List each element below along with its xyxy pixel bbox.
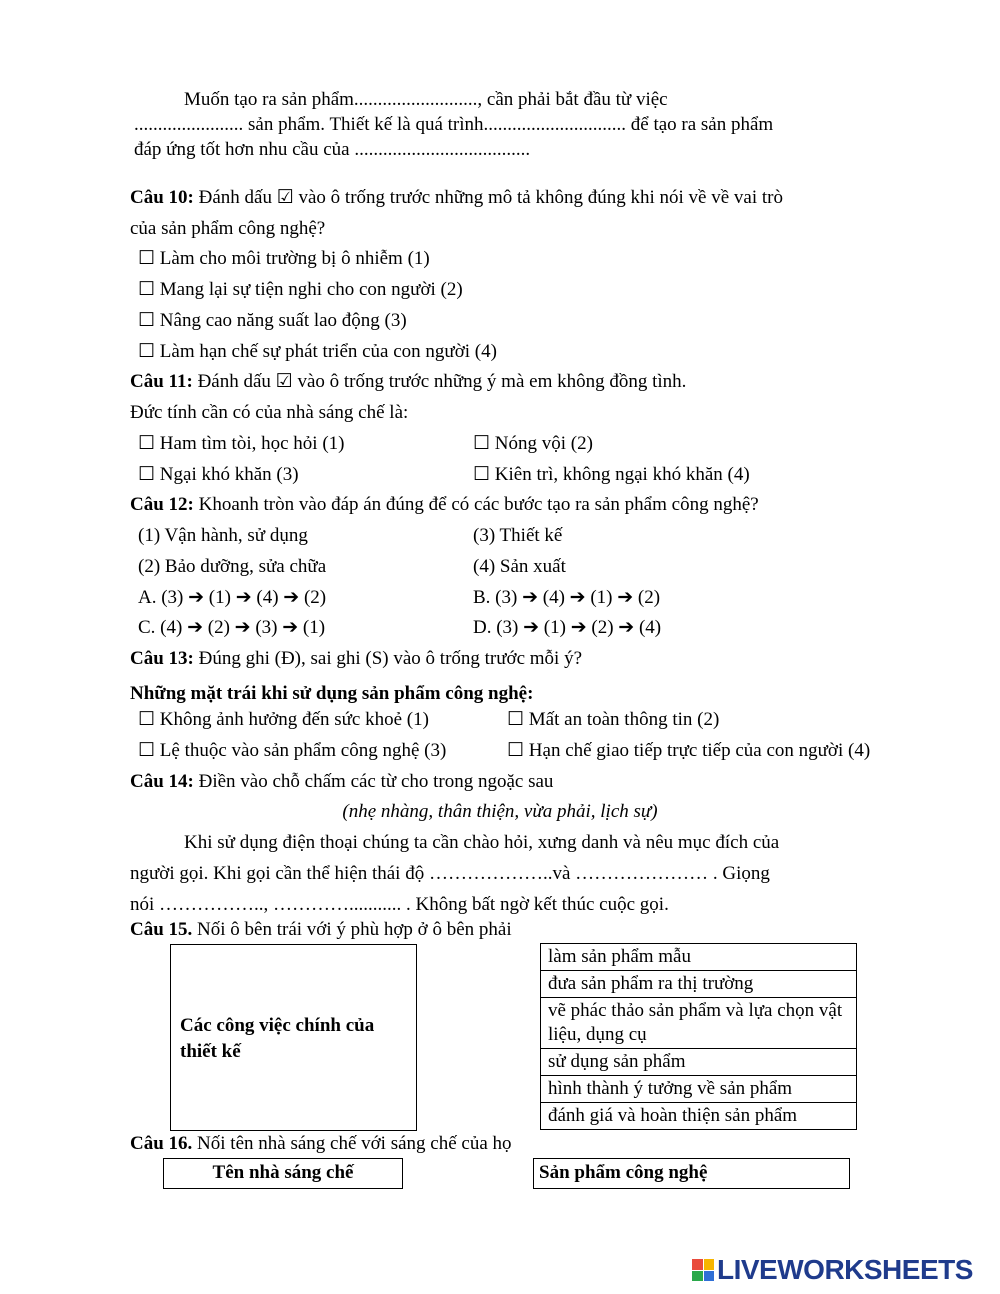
q12-text: Khoanh tròn vào đáp án đúng để có các bước tạo ra sản phẩm công nghệ?: [193, 494, 759, 515]
intro-line-2: ....................... sản phẩm. Thiết kế là quá trình.............................. để tạo ra sản phẩm: [134, 114, 774, 135]
q12-step-3: (3) Thiết kế: [473, 525, 563, 546]
q10-text: Đánh dấu ☑ vào ô trống trước những mô tả không đúng khi nói về về vai trò: [193, 187, 783, 208]
q14-prompt: [130, 770, 553, 794]
q10-prompt: [130, 186, 783, 210]
q12-step-1: (1) Vận hành, sử dụng: [138, 525, 308, 546]
q13-option-1[interactable]: ☐ Không ảnh hưởng đến sức khoẻ (1): [138, 709, 429, 730]
q12-answer-d[interactable]: D. (3) ➔ (1) ➔ (2) ➔ (4): [473, 617, 662, 638]
q14-word-bank: (nhẹ nhàng, thân thiện, vừa phải, lịch sự): [342, 801, 658, 822]
q11-option-4[interactable]: ☐ Kiên trì, không ngại khó khăn (4): [473, 464, 750, 485]
q14-paragraph-line-1: Khi sử dụng điện thoại chúng ta cần chào hỏi, xưng danh và nêu mục đích của: [184, 832, 780, 853]
q16-header-product-label: Sản phẩm công nghệ: [539, 1162, 708, 1183]
q13-heading: Những mặt trái khi sử dụng sản phẩm công nghệ:: [130, 683, 534, 704]
q11-option-1[interactable]: ☐ Ham tìm tòi, học hỏi (1): [138, 433, 345, 454]
q15-right-options: [540, 943, 857, 1130]
q15-right-item[interactable]: sử dụng sản phẩm: [541, 1049, 857, 1076]
q16-prompt: [130, 1132, 512, 1156]
q10-prompt-2: của sản phẩm công nghệ?: [130, 218, 326, 239]
q16-header-inventor-label: Tên nhà sáng chế: [212, 1162, 354, 1183]
logo-text: LIVEWORKSHEETS: [717, 1254, 973, 1285]
liveworksheets-logo: [692, 1255, 973, 1285]
q12-prompt: [130, 493, 759, 517]
q13-text: Đúng ghi (Đ), sai ghi (S) vào ô trống trước mỗi ý?: [193, 648, 583, 669]
q13-option-3[interactable]: ☐ Lệ thuộc vào sản phẩm công nghệ (3): [138, 740, 447, 761]
q15-right-item[interactable]: đưa sản phẩm ra thị trường: [541, 971, 857, 998]
q12-answer-c[interactable]: C. (4) ➔ (2) ➔ (3) ➔ (1): [138, 617, 326, 638]
q14-paragraph-line-3[interactable]: nói …………….., …………........... . Không bất ngờ kết thúc cuộc gọi.: [130, 894, 669, 915]
q10-option-3[interactable]: ☐ Nâng cao năng suất lao động (3): [138, 310, 407, 331]
q11-label: Câu 11:: [130, 371, 193, 392]
q16-label: Câu 16.: [130, 1133, 193, 1154]
q15-prompt: [130, 918, 512, 942]
q14-text: Điền vào chỗ chấm các từ cho trong ngoặc sau: [193, 771, 554, 792]
q13-option-4[interactable]: ☐ Hạn chế giao tiếp trực tiếp của con người (4): [507, 740, 871, 761]
q14-paragraph-line-2[interactable]: người gọi. Khi gọi cần thể hiện thái độ ………………..và ………………… . Giọng: [130, 863, 770, 884]
q11-text: Đánh dấu ☑ vào ô trống trước những ý mà em không đồng tình.: [192, 371, 687, 392]
q15-left-box-label: Các công việc chính của thiết kế: [180, 1015, 375, 1062]
q10-option-4[interactable]: ☐ Làm hạn chế sự phát triển của con người (4): [138, 341, 497, 362]
q14-label: Câu 14:: [130, 771, 194, 792]
q11-prompt-2: Đức tính cần có của nhà sáng chế là:: [130, 402, 409, 423]
q15-right-item[interactable]: làm sản phẩm mẫu: [541, 944, 857, 971]
q13-option-2[interactable]: ☐ Mất an toàn thông tin (2): [507, 709, 720, 730]
q11-option-2[interactable]: ☐ Nóng vội (2): [473, 433, 593, 454]
logo-mark-icon: [692, 1259, 714, 1281]
q13-label: Câu 13:: [130, 648, 194, 669]
q15-label: Câu 15.: [130, 919, 193, 940]
q10-option-2[interactable]: ☐ Mang lại sự tiện nghi cho con người (2): [138, 279, 463, 300]
q10-label: Câu 10:: [130, 187, 194, 208]
q15-right-item[interactable]: hình thành ý tưởng về sản phẩm: [541, 1076, 857, 1103]
q16-text: Nối tên nhà sáng chế với sáng chế của họ: [192, 1133, 512, 1154]
q15-left-box[interactable]: [170, 944, 417, 1131]
q12-label: Câu 12:: [130, 494, 194, 515]
q12-step-4: (4) Sản xuất: [473, 556, 566, 577]
intro-line-3: đáp ứng tốt hơn nhu cầu của .....................................: [134, 139, 531, 160]
q12-answer-b[interactable]: B. (3) ➔ (4) ➔ (1) ➔ (2): [473, 587, 661, 608]
q11-option-3[interactable]: ☐ Ngại khó khăn (3): [138, 464, 299, 485]
q13-prompt: [130, 647, 582, 671]
q15-text: Nối ô bên trái với ý phù hợp ở ô bên phải: [192, 919, 512, 940]
q16-header-inventor: [163, 1158, 403, 1189]
q16-header-product: [533, 1158, 850, 1189]
q12-answer-a[interactable]: A. (3) ➔ (1) ➔ (4) ➔ (2): [138, 587, 327, 608]
q10-option-1[interactable]: ☐ Làm cho môi trường bị ô nhiễm (1): [138, 248, 430, 269]
intro-line-1: Muốn tạo ra sản phẩm.........................., cần phải bắt đầu từ việc: [184, 89, 668, 110]
q15-right-item[interactable]: đánh giá và hoàn thiện sản phẩm: [541, 1103, 857, 1130]
q11-prompt: [130, 370, 686, 394]
q15-right-item[interactable]: vẽ phác thảo sản phẩm và lựa chọn vật liệu, dụng cụ: [541, 998, 857, 1049]
q12-step-2: (2) Bảo dưỡng, sửa chữa: [138, 556, 327, 577]
